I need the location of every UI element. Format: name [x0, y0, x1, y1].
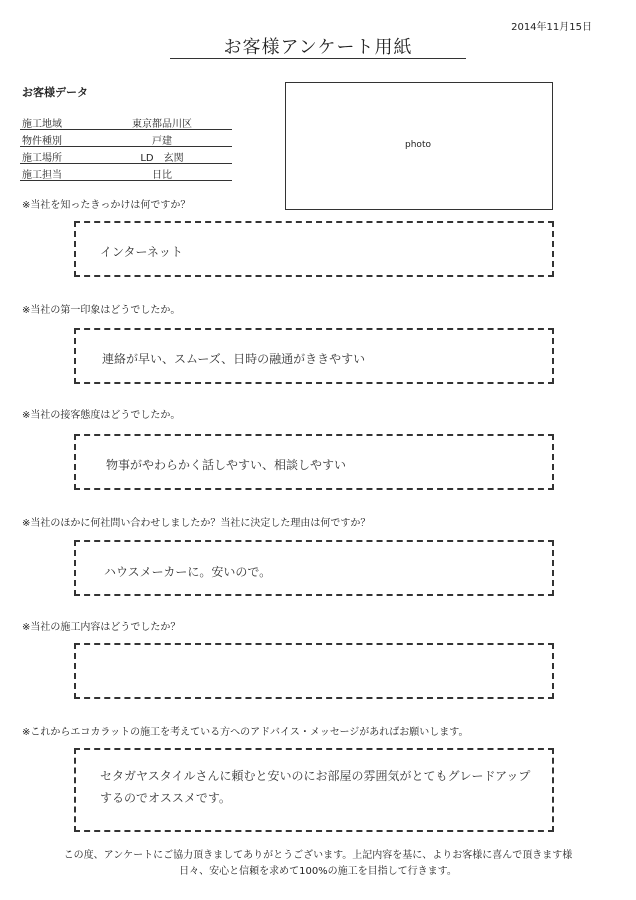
question-3: ※当社の接客態度はどうでしたか。 — [22, 410, 181, 421]
question-6: ※これからエコカラットの施工を考えている方へのアドバイス・メッセージがあればお願いします。 — [22, 727, 469, 738]
page-title: お客様アンケート用紙 — [223, 37, 413, 58]
answer-6-line-2: するのでオススメです。 — [100, 791, 231, 805]
data-value: LD 玄関 — [140, 153, 184, 164]
question-4: ※当社のほかに何社問い合わせしましたか？当社に決定した理由は何ですか？ — [22, 518, 371, 529]
answer-2: 連絡が早い、スムーズ、日時の融通がききやすい — [102, 352, 366, 366]
answer-box-5 — [74, 643, 554, 699]
question-1: ※当社を知ったきっかけは何ですか？ — [22, 200, 191, 211]
question-2: ※当社の第一印象はどうでしたか。 — [22, 305, 181, 316]
data-label: 施工担当 — [22, 170, 62, 181]
data-row-staff — [20, 163, 232, 181]
footer-line-1: この度、アンケートにご協力頂きましてありがとうございます。上記内容を基に、よりお客様に喜んで頂きます様 — [63, 850, 573, 861]
data-label: 施工場所 — [22, 153, 62, 164]
data-row-property-type — [20, 129, 232, 147]
data-row-location — [20, 146, 232, 164]
answer-4: ハウスメーカーに。安いので。 — [104, 565, 272, 579]
footer-line-2: 日々、安心と信頼を求めて100%の施工を目指して行きます。 — [179, 866, 457, 877]
data-label: 物件種別 — [22, 136, 62, 147]
customer-data-heading: お客様データ — [22, 86, 88, 99]
data-value: 戸建 — [152, 136, 172, 147]
question-5: ※当社の施工内容はどうでしたか？ — [22, 622, 181, 633]
answer-3: 物事がやわらかく話しやすい、相談しやすい — [106, 458, 347, 472]
data-value: 日比 — [152, 170, 172, 181]
answer-6-line-1: セタガヤスタイルさんに頼むと安いのにお部屋の雰囲気がとてもグレードアップ — [100, 769, 531, 783]
survey-date: 2014年11月15日 — [511, 22, 592, 33]
title-underline — [170, 58, 466, 59]
data-value: 東京都品川区 — [132, 119, 192, 130]
photo-label: photo — [405, 140, 431, 150]
answer-1: インターネット — [100, 245, 183, 259]
data-row-area — [20, 112, 232, 130]
data-label: 施工地域 — [22, 119, 62, 130]
